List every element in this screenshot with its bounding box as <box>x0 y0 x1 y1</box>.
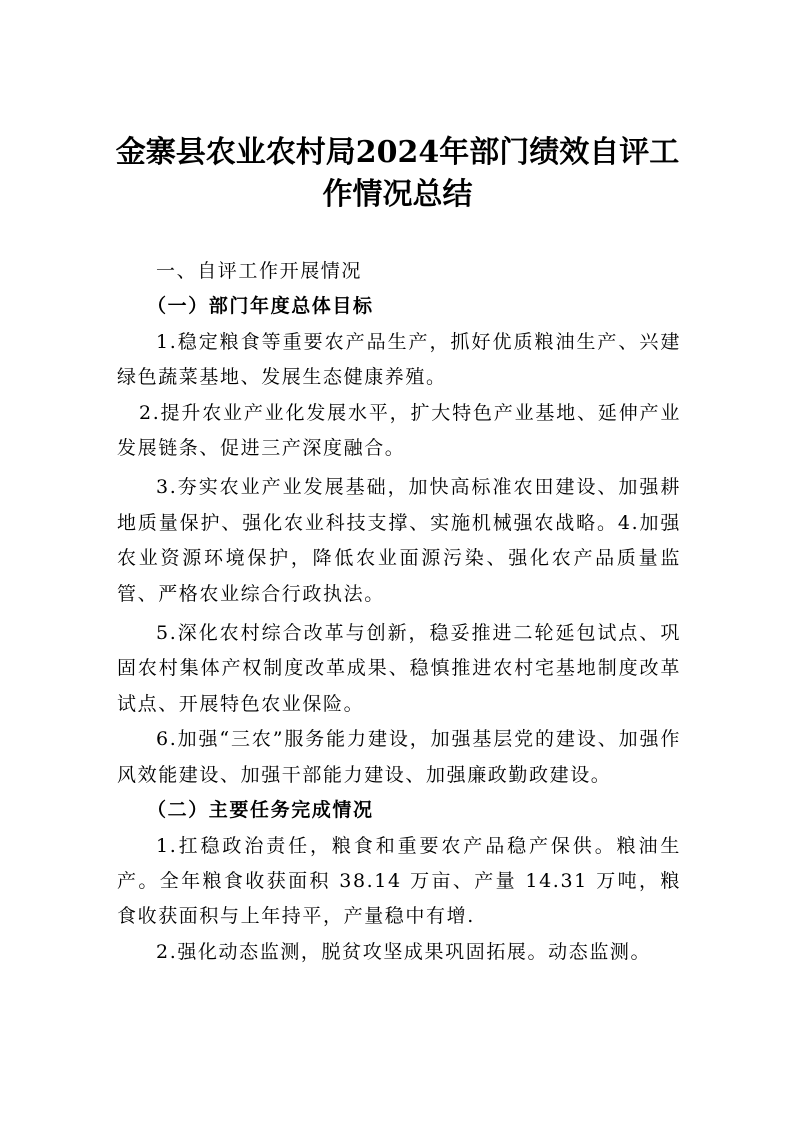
paragraph-goal-5: 5.深化农村综合改革与创新，稳妥推进二轮延包试点、巩固农村集体产权制度改革成果、稳慎推进农村宅基地制度改革试点、开展特色农业保险。 <box>117 622 681 715</box>
document-title: 金寨县农业农村局2024年部门绩效自评工作情况总结 <box>115 135 680 212</box>
subsection-heading-2: （二）主要任务完成情况 <box>147 799 374 822</box>
paragraph-goal-6: 6.加强“三农”服务能力建设，加强基层党的建设、加强作风效能建设、加强干部能力建设、加强廉政勤政建设。 <box>117 728 681 786</box>
section-heading-1: 一、自评工作开展情况 <box>156 260 363 282</box>
paragraph-goal-2: 2.提升农业产业化发展水平，扩大特色产业基地、延伸产业发展链条、促进三产深度融合。 <box>117 401 681 460</box>
paragraph-task-2: 2.强化动态监测，脱贫攻坚成果巩固拓展。动态监测。 <box>156 940 652 963</box>
paragraph-goal-1: 1.稳定粮食等重要农产品生产，抓好优质粮油生产、兴建绿色蔬菜基地、发展生态健康养殖。 <box>117 330 681 389</box>
document-body <box>117 254 681 970</box>
subsection-heading-1: （一）部门年度总体目标 <box>147 295 374 318</box>
paragraph-task-1: 1.扛稳政治责任，粮食和重要农产品稳产保供。粮油生产。全年粮食收获面积 38.14 万亩、产量 14.31 万吨，粮食收获面积与上年持平，产量稳中有增. <box>117 834 681 928</box>
paragraph-goal-3-4: 3.夯实农业产业发展基础，加快高标准农田建设、加强耕地质量保护、强化农业科技支撑、实施机械强农战略。4.加强农业资源环境保护，降低农业面源污染、强化农产品质量监管、严格农业综合行政执法。 <box>117 476 681 605</box>
